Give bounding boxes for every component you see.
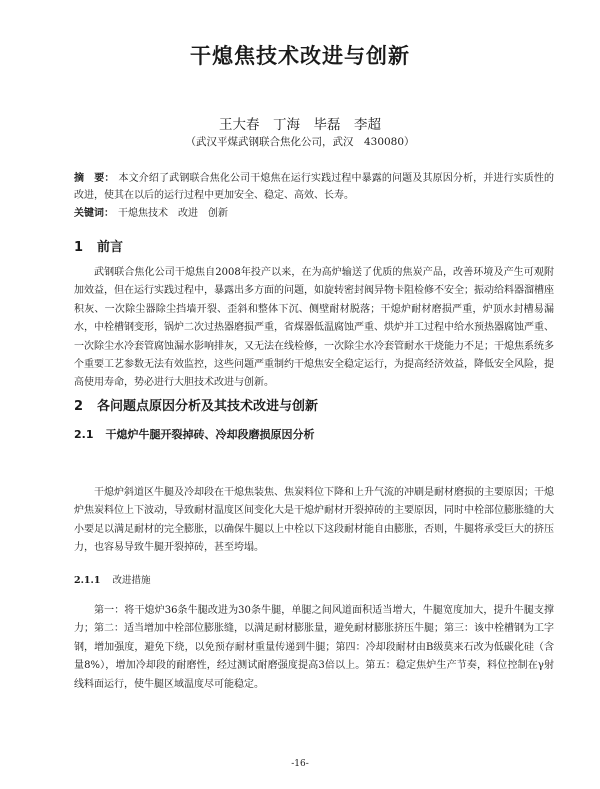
abstract-text: 本文介绍了武钢联合焦化公司干熄焦在运行实践过程中暴露的问题及其原因分析，并进行实质性的改进，使其在以后的运行过程中更加安全、稳定、高效、长寿。 — [74, 173, 555, 201]
author-affiliation: （武汉平煤武钢联合焦化公司，武汉 430080） — [185, 136, 415, 148]
abstract-label: 摘 要： — [74, 173, 115, 184]
section-2-1-number: 2.1 — [74, 428, 94, 441]
keywords-text: 干熄焦技术 改进 创新 — [118, 208, 228, 219]
section-2-1-1-number: 2.1.1 — [74, 575, 101, 586]
section-2-1-1-paragraph: 第一：将干熄炉36条牛腿改进为30条牛腿，单腿之间风道面积适当增大，牛腿宽度加大，提升牛腿支撑力；第二：适当增加中栓部位膨胀缝，以满足耐材膨胀量，避免耐材膨胀挤压牛腿；第三：该中栓槽钢为工字钢，增加强度，避免下绕，以免预存耐材重量传递到牛腿；第四：冷却段耐材由B级莫来石改为低碳化硅（含量8%），增加冷却段的耐磨性，经过测试耐磨强度提高3倍以上。第五：稳定焦炉生产节奏，料位控制在γ射线料面运行，使牛腿区域温度尽可能稳定。 — [74, 605, 554, 690]
keywords-label: 关键词： — [74, 208, 114, 219]
section-2-title: 各问题点原因分析及其技术改进与创新 — [97, 399, 319, 414]
section-1-paragraph: 武钢联合焦化公司干熄焦自2008年投产以来，在为高炉输送了优质的焦炭产品，改善环境及产生可观附加效益，但在运行实践过程中，暴露出多方面的问题，如旋转密封阀异物卡阻检修不安全；振动给料器溜槽座积灰、一次除尘器除尘挡墙开裂、歪斜和整体下沉、侧壁耐材脱落；干熄炉耐材磨损严重，炉顶水封槽易漏水，中栓槽钢变形，锅炉二次过热器磨损严重，省煤器低温腐蚀严重、烘炉并工过程中给水预热器腐蚀严重、一次除尘水冷套管腐蚀漏水影响排灰，又无法在线检修，一次除尘水冷套管耐水干烧能力不足；干熄焦系统多个重要工艺参数无法有效监控，这些问题严重制约干熄焦安全稳定运行，为提高经济效益，降低安全风险，提高使用寿命，势必进行大胆技术改进与创新。 — [74, 267, 554, 389]
section-2-1-title: 干熄炉牛腿开裂掉砖、冷却段磨损原因分析 — [105, 428, 315, 441]
section-2-1-paragraph: 干熄炉斜道区牛腿及冷却段在干熄焦装焦、焦炭料位下降和上升气流的冲刷是耐材磨损的主要原因；干熄炉焦炭料位上下波动，导致耐材温度区间变化大是干熄炉耐材开裂掉砖的主要原因，同时中栓部位膨胀缝的大小要足以满足耐材的完全膨胀，以确保牛腿以上中栓以下这段耐材能自由膨胀，否则，牛腿将承受巨大的挤压力，也容易导致牛腿开裂掉砖，甚至垮塌。 — [74, 487, 554, 554]
section-2-heading — [74, 395, 318, 414]
section-1-number: 1 — [74, 240, 84, 255]
section-2-number: 2 — [74, 399, 84, 414]
paper-title: 干熄焦技术改进与创新 — [190, 44, 410, 68]
abstract — [74, 170, 554, 204]
section-2-1-heading — [74, 426, 315, 442]
section-2-1-1-heading — [74, 572, 150, 586]
section-1-heading — [74, 236, 123, 255]
author-list: 王大春 丁海 毕磊 李超 — [219, 117, 381, 133]
page-number: -16- — [291, 759, 309, 769]
section-1-title: 前言 — [97, 240, 124, 255]
section-2-1-1-title: 改进措施 — [112, 575, 151, 586]
keywords — [74, 205, 554, 222]
